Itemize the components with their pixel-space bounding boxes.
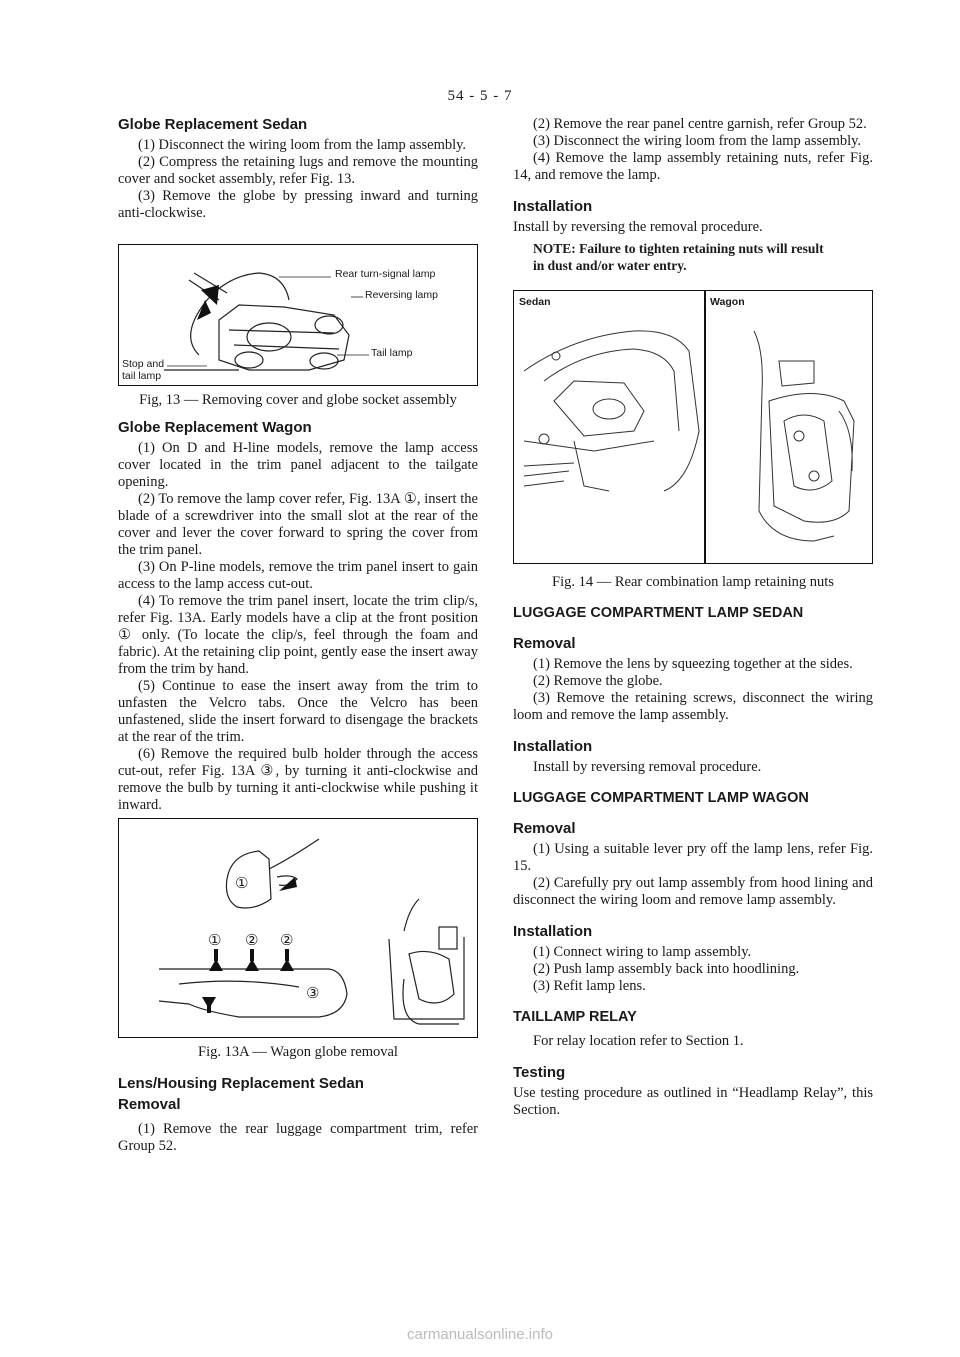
installation-heading: Installation (513, 923, 593, 940)
testing-heading: Testing (513, 1064, 566, 1081)
paragraph: For relay location refer to Section 1. (533, 1033, 744, 1049)
luggage-wagon-heading: LUGGAGE COMPARTMENT LAMP WAGON (513, 790, 809, 806)
installation-heading: Installation (513, 738, 593, 755)
lens-housing-heading: Lens/Housing Replacement Sedan (118, 1075, 364, 1092)
paragraph: (2) Carefully pry out lamp assembly from hood lining and disconnect the wiring loom and remove lamp assembly. (513, 875, 873, 908)
paragraph: (3) Refit lamp lens. (533, 978, 646, 994)
label-stop-and: Stop and (122, 358, 165, 370)
label-sedan: Sedan (519, 296, 551, 308)
paragraph: Install by reversing removal procedure. (533, 759, 762, 775)
callout-3: ③ (306, 985, 320, 1002)
note-line-2: in dust and/or water entry. (533, 258, 687, 273)
paragraph: (2) Compress the retaining lugs and remove the mounting cover and socket assembly, refer Fig. 13. (118, 154, 478, 187)
figure-14 (513, 290, 873, 564)
rear-lamp-illustration (514, 291, 871, 560)
paragraph: (1) Remove the rear luggage compartment trim, refer Group 52. (118, 1121, 478, 1154)
callout-1: ① (208, 932, 222, 949)
page-number: 54 - 5 - 7 (447, 88, 513, 104)
paragraph: (1) Remove the lens by squeezing together at the sides. (533, 656, 853, 672)
paragraph: (3) Remove the globe by pressing inward and turning anti-clockwise. (118, 188, 478, 221)
figure-13 (118, 244, 478, 386)
wagon-globe-removal-illustration (119, 819, 476, 1034)
figure-divider (704, 291, 706, 563)
paragraph: (1) Connect wiring to lamp assembly. (533, 944, 752, 960)
paragraph: (2) To remove the lamp cover refer, Fig. 13A ①, insert the blade of a screwdriver into the small slot at the rear of the cover and lever the cover forward to spring the cover from the trim panel. (118, 491, 478, 558)
callout-2-b: ② (280, 932, 294, 949)
removal-heading: Removal (118, 1096, 181, 1113)
figure-13-caption: Fig, 13 — Removing cover and globe socket assembly (139, 392, 457, 408)
paragraph: (1) On D and H-line models, remove the lamp access cover located in the trim panel adjacent to the tailgate opening. (118, 440, 478, 490)
label-tail-lamp-2: tail lamp (122, 370, 162, 382)
paragraph: (2) Remove the rear panel centre garnish, refer Group 52. (533, 116, 867, 132)
callout-1-top: ① (235, 875, 249, 892)
right-column (513, 116, 873, 1119)
lamp-assembly-illustration (119, 245, 476, 382)
callout-2: ② (245, 932, 259, 949)
globe-sedan-heading: Globe Replacement Sedan (118, 116, 308, 133)
figure-13a-caption: Fig. 13A — Wagon globe removal (198, 1044, 398, 1060)
luggage-sedan-heading: LUGGAGE COMPARTMENT LAMP SEDAN (513, 605, 804, 621)
paragraph: (4) Remove the lamp assembly retaining nuts, refer Fig. 14, and remove the lamp. (513, 150, 873, 183)
globe-wagon-heading: Globe Replacement Wagon (118, 419, 312, 436)
paragraph: Use testing procedure as outlined in “Headlamp Relay”, this Section. (513, 1085, 873, 1118)
paragraph: (5) Continue to ease the insert away from the trim to unfasten the Velcro tabs. Once the Velcro has been unfastened, slide the insert forward to disengage the brackets at the rear of the trim. (118, 678, 478, 745)
watermark-footer: carmanualsonline.info (407, 1326, 553, 1343)
paragraph: (2) Remove the globe. (533, 673, 663, 689)
left-column (118, 116, 478, 1155)
paragraph: Install by reversing the removal procedure. (513, 219, 763, 235)
paragraph: (1) Disconnect the wiring loom from the lamp assembly. (138, 137, 467, 153)
removal-heading: Removal (513, 635, 576, 652)
removal-heading: Removal (513, 820, 576, 837)
note-line-1: NOTE: Failure to tighten retaining nuts will result (533, 241, 824, 256)
paragraph: (3) On P-line models, remove the trim panel insert to gain access to the lamp access cut-out. (118, 559, 478, 592)
figure-14-caption: Fig. 14 — Rear combination lamp retaining nuts (552, 574, 834, 590)
taillamp-relay-heading: TAILLAMP RELAY (513, 1009, 637, 1025)
figure-13a (118, 818, 478, 1038)
label-reversing-lamp: Reversing lamp (365, 289, 438, 301)
paragraph: (2) Push lamp assembly back into hoodlining. (533, 961, 800, 977)
installation-heading: Installation (513, 198, 593, 215)
paragraph: (4) To remove the trim panel insert, locate the trim clip/s, refer Fig. 13A. Early models have a clip at the front position ① only. (To locate the clip/s, feel through the foam and fabric). At the retaining clip point, gently ease the insert away from the trim by hand. (118, 593, 478, 677)
label-rear-turn-signal-lamp: Rear turn-signal lamp (335, 268, 436, 280)
label-tail-lamp: Tail lamp (371, 347, 413, 359)
paragraph: (3) Disconnect the wiring loom from the lamp assembly. (533, 133, 862, 149)
paragraph: (1) Using a suitable lever pry off the lamp lens, refer Fig. 15. (513, 841, 873, 874)
label-wagon: Wagon (710, 296, 745, 308)
paragraph: (3) Remove the retaining screws, disconnect the wiring loom and remove the lamp assembly. (513, 690, 873, 723)
paragraph: (6) Remove the required bulb holder through the access cut-out, refer Fig. 13A ③, by turning it anti-clockwise and remove the bulb by turning it anti-clockwise while pushing it inward. (118, 746, 478, 813)
